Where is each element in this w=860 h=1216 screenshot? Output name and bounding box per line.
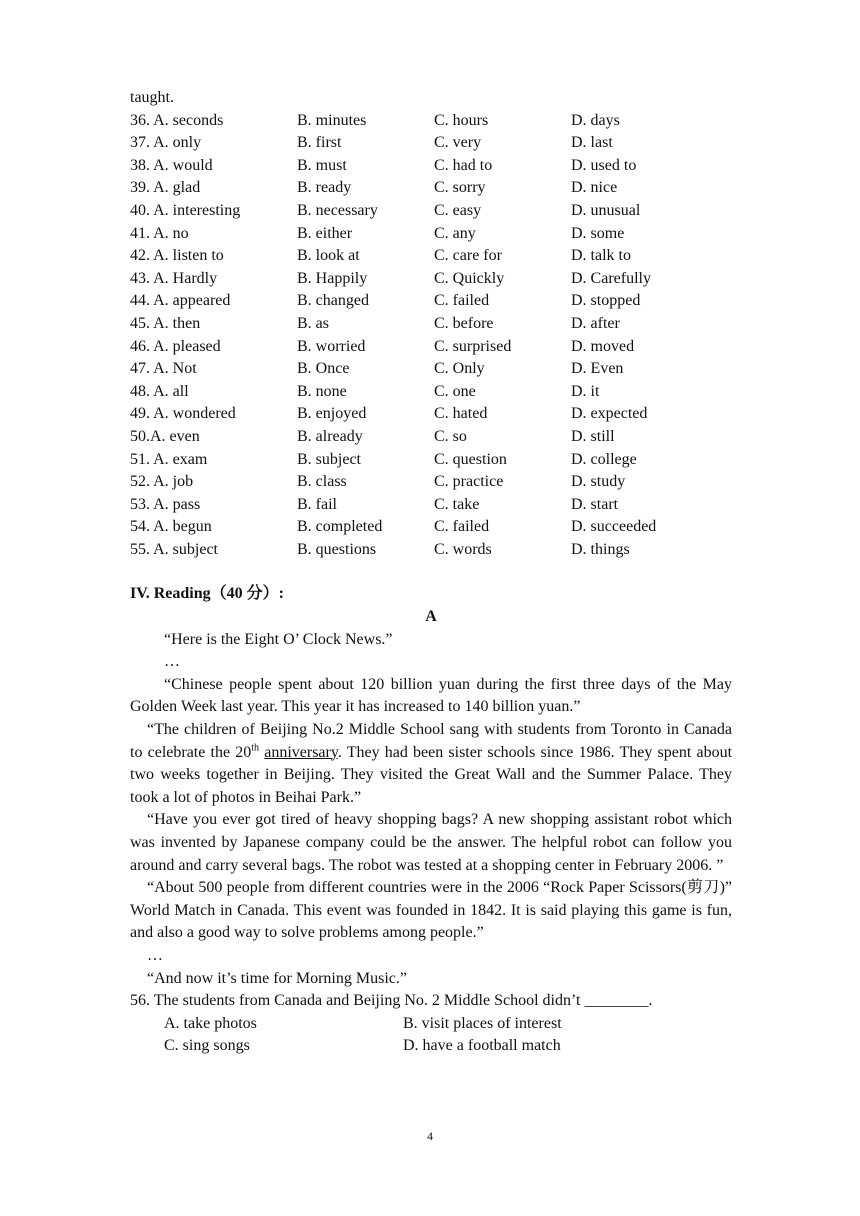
choice-option: B. worried bbox=[297, 337, 366, 355]
choice-option: C. easy bbox=[434, 201, 482, 219]
choice-option: 52. A. job bbox=[130, 473, 194, 491]
choice-option: D. some bbox=[571, 224, 625, 242]
choice-option: C. very bbox=[434, 134, 482, 152]
choice-option: C. hated bbox=[434, 405, 488, 423]
choice-option: B. must bbox=[297, 156, 347, 174]
choice-option: B. Happily bbox=[297, 269, 368, 287]
choice-option: C. so bbox=[434, 427, 467, 445]
choice-option: 51. A. exam bbox=[130, 450, 208, 468]
option-a: A. take photos bbox=[164, 1014, 257, 1032]
choice-option: 40. A. interesting bbox=[130, 201, 241, 219]
choice-row bbox=[130, 177, 732, 200]
choice-row bbox=[130, 290, 732, 313]
passage-paragraph: “The children of Beijing No.2 Middle School sang with students from Toronto in Canada to celebrate the 20th anniversary. They had been sister schools since 1986. They spent about two weeks together in Beijing. They visited the Great Wall and the Summer Palace. They took a lot of photos in Beihai Park.” bbox=[130, 721, 733, 806]
page-number: 4 bbox=[427, 1129, 433, 1143]
passage-paragraph: “Chinese people spent about 120 billion yuan during the first three days of the May Golden Week last year. This year it has increased to 140 billion yuan.” bbox=[130, 675, 732, 716]
choice-option: B. already bbox=[297, 427, 363, 445]
choice-option: 42. A. listen to bbox=[130, 247, 224, 265]
choice-option: C. question bbox=[434, 450, 507, 468]
choice-option: 53. A. pass bbox=[130, 495, 201, 513]
choice-option: C. practice bbox=[434, 473, 504, 491]
choice-option: 50.A. even bbox=[130, 427, 200, 445]
choice-option: D. moved bbox=[571, 337, 635, 355]
choice-option: 45. A. then bbox=[130, 314, 201, 332]
choice-row bbox=[130, 539, 732, 562]
choice-option: B. as bbox=[297, 314, 329, 332]
choice-row bbox=[130, 155, 732, 178]
choice-option: 47. A. Not bbox=[130, 360, 197, 378]
choice-option: C. before bbox=[434, 314, 494, 332]
choice-option: D. Even bbox=[571, 360, 624, 378]
question-options-row bbox=[130, 1035, 732, 1058]
choice-option: B. questions bbox=[297, 540, 377, 558]
option-d: D. have a football match bbox=[403, 1037, 561, 1055]
continuation-text: taught. bbox=[130, 89, 174, 106]
choice-option: C. failed bbox=[434, 292, 490, 310]
choice-option: 43. A. Hardly bbox=[130, 269, 218, 287]
choice-option: D. after bbox=[571, 314, 620, 332]
choice-option: C. Only bbox=[434, 360, 485, 378]
choice-option: D. last bbox=[571, 134, 613, 152]
choice-option: C. Quickly bbox=[434, 269, 505, 287]
choice-option: 48. A. all bbox=[130, 382, 189, 400]
passage-label: A bbox=[425, 608, 437, 626]
choice-option: B. minutes bbox=[297, 111, 367, 129]
choice-option: B. ready bbox=[297, 179, 352, 197]
choice-option: D. succeeded bbox=[571, 518, 657, 536]
choice-option: C. failed bbox=[434, 518, 490, 536]
choice-option: C. take bbox=[434, 495, 480, 513]
question-stem: 56. The students from Canada and Beijing No. 2 Middle School didn’t ________. bbox=[130, 992, 653, 1010]
choice-option: 46. A. pleased bbox=[130, 337, 221, 355]
choice-option: B. necessary bbox=[297, 201, 378, 219]
choice-option: C. care for bbox=[434, 247, 502, 265]
choice-option: 44. A. appeared bbox=[130, 292, 231, 310]
option-b: B. visit places of interest bbox=[403, 1014, 562, 1032]
choice-option: C. sorry bbox=[434, 179, 486, 197]
choice-option: C. had to bbox=[434, 156, 493, 174]
choice-row bbox=[130, 426, 732, 449]
passage-paragraph: “About 500 people from different countries were in the 2006 “Rock Paper Scissors(剪刀)” World Match in Canada. This event was founded in 1842. It is said playing this game is fun, and also a good way to solve problems among people.” bbox=[130, 879, 732, 942]
choice-option: B. none bbox=[297, 382, 347, 400]
choice-option: B. either bbox=[297, 224, 353, 242]
document-page bbox=[130, 87, 732, 1058]
choice-row bbox=[130, 313, 732, 336]
choice-row bbox=[130, 132, 732, 155]
underlined-word: anniversary bbox=[264, 743, 338, 761]
choice-option: B. class bbox=[297, 473, 347, 491]
choice-row bbox=[130, 516, 732, 539]
choice-option: C. hours bbox=[434, 111, 489, 129]
choice-option: D. it bbox=[571, 382, 600, 400]
choice-option: D. college bbox=[571, 450, 637, 468]
choice-option: C. one bbox=[434, 382, 476, 400]
choice-option: C. surprised bbox=[434, 337, 512, 355]
choice-option: D. study bbox=[571, 473, 626, 491]
choice-option: C. any bbox=[434, 224, 476, 242]
choice-option: D. things bbox=[571, 540, 630, 558]
section-heading: IV. Reading（40 分）: bbox=[130, 585, 284, 603]
choice-option: D. unusual bbox=[571, 201, 641, 219]
choice-option: 37. A. only bbox=[130, 134, 202, 152]
choice-row bbox=[130, 200, 732, 223]
choice-option: 39. A. glad bbox=[130, 179, 201, 197]
choice-row bbox=[130, 223, 732, 246]
choice-option: 36. A. seconds bbox=[130, 111, 224, 129]
choice-option: D. still bbox=[571, 427, 615, 445]
choice-row bbox=[130, 110, 732, 133]
option-c: C. sing songs bbox=[164, 1037, 250, 1055]
passage-paragraph: “Have you ever got tired of heavy shopping bags? A new shopping assistant robot which was invented by Japanese company could be the answer. The helpful robot can follow you around and carry several bags. The robot was tested at a shopping center in February 2006. ” bbox=[130, 811, 732, 874]
choice-row bbox=[130, 336, 732, 359]
choice-option: 54. A. begun bbox=[130, 518, 212, 536]
passage-paragraph: “And now it’s time for Morning Music.” bbox=[147, 969, 407, 987]
ellipsis: … bbox=[147, 946, 163, 964]
choice-row bbox=[130, 381, 732, 404]
choice-option: B. enjoyed bbox=[297, 405, 367, 423]
choice-option: D. Carefully bbox=[571, 269, 651, 287]
choice-option: B. look at bbox=[297, 247, 360, 265]
ellipsis: … bbox=[164, 653, 180, 671]
choice-row bbox=[130, 449, 732, 472]
passage-paragraph: “Here is the Eight O’ Clock News.” bbox=[164, 630, 393, 648]
choice-option: C. words bbox=[434, 540, 492, 558]
choice-option: 55. A. subject bbox=[130, 540, 218, 558]
choice-option: D. start bbox=[571, 495, 619, 513]
choice-row bbox=[130, 358, 732, 381]
question-options-row bbox=[130, 1013, 732, 1036]
choice-option: 38. A. would bbox=[130, 156, 213, 174]
choice-option: B. first bbox=[297, 134, 342, 152]
choice-row bbox=[130, 245, 732, 268]
choice-option: B. fail bbox=[297, 495, 337, 513]
choice-option: D. stopped bbox=[571, 292, 641, 310]
choice-option: 49. A. wondered bbox=[130, 405, 236, 423]
choice-row bbox=[130, 403, 732, 426]
choice-option: B. changed bbox=[297, 292, 369, 310]
choice-option: D. talk to bbox=[571, 247, 631, 265]
choice-option: D. nice bbox=[571, 179, 618, 197]
choice-row bbox=[130, 494, 732, 517]
choice-row bbox=[130, 471, 732, 494]
choice-option: 41. A. no bbox=[130, 224, 189, 242]
choice-option: D. days bbox=[571, 111, 620, 129]
choice-option: B. subject bbox=[297, 450, 361, 468]
choice-row bbox=[130, 268, 732, 291]
choice-option: D. expected bbox=[571, 405, 648, 423]
choice-option: B. Once bbox=[297, 360, 350, 378]
choice-option: D. used to bbox=[571, 156, 637, 174]
cloze-choices bbox=[130, 110, 732, 562]
choice-option: B. completed bbox=[297, 518, 383, 536]
